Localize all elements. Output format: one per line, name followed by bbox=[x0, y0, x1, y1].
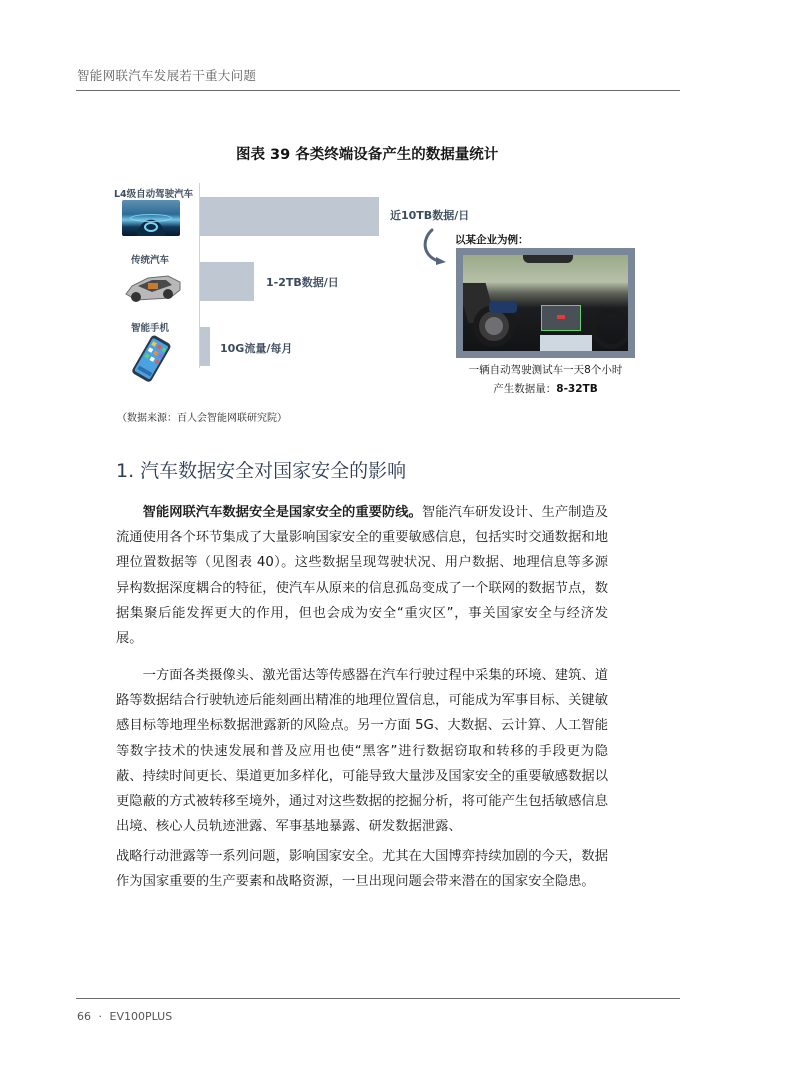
curved-arrow-icon bbox=[420, 227, 460, 269]
publisher-name: EV100PLUS bbox=[109, 1010, 173, 1023]
bar-smartphone bbox=[200, 327, 210, 366]
header-divider bbox=[76, 90, 680, 91]
paragraph-lead-bold: 智能网联汽车数据安全是国家安全的重要防线。 bbox=[142, 505, 422, 520]
example-label: 以某企业为例： bbox=[455, 234, 529, 246]
body-paragraph-2 bbox=[116, 663, 608, 839]
category-label-smartphone: 智能手机 bbox=[130, 323, 169, 334]
paragraph-text: 战略行动泄露等一系列问题，影响国家安全。尤其在大国博弈持续加剧的今天，数据作为国家重要的生产要素和战略资源，一旦出现问题会带来潜在的国家安全隐患。 bbox=[116, 849, 608, 890]
example-caption-prefix: 产生数据量： bbox=[493, 383, 557, 395]
paragraph-text: 一方面各类摄像头、激光雷达等传感器在汽车行驶过程中采集的环境、建筑、道路等数据结合行驶轨迹后能刻画出精准的地理位置信息，可能成为军事目标、关键敏感目标等地理坐标数据泄露新的风险点。另一方面 5G、大数据、云计算、人工智能等数字技术的快速发展和普及应用也使“黑客”进行数据窃取和转移的手段更为隐蔽、持续时间更长、渠道更加多样化，可能导致大量涉及国家安全的重要敏感数据以更隐蔽的方式被转移至境外，通过对这些数据的挖掘分析，将可能产生包括敏感信息出境、核心人员轨迹泄露、军事基地暴露、研发数据泄露、 bbox=[116, 668, 608, 835]
bar-l4 bbox=[200, 197, 379, 236]
bar-traditional bbox=[200, 262, 254, 301]
vehicle-interior-image bbox=[463, 255, 628, 351]
test-vehicle-photo bbox=[456, 248, 635, 358]
example-caption-line2 bbox=[456, 381, 635, 396]
example-caption-line1: 一辆自动驾驶测试车一天8个小时 bbox=[468, 364, 623, 376]
body-paragraph-3 bbox=[116, 844, 608, 894]
footer-separator: · bbox=[98, 1010, 102, 1023]
page-footer bbox=[77, 1010, 172, 1023]
section-heading: 1. 汽车数据安全对国家安全的影响 bbox=[116, 460, 407, 482]
smartphone-image bbox=[126, 334, 174, 384]
example-caption-value: 8-32TB bbox=[556, 383, 598, 395]
running-header-title: 智能网联汽车发展若干重大问题 bbox=[77, 68, 257, 83]
traditional-car-image bbox=[122, 268, 184, 304]
category-label-traditional: 传统汽车 bbox=[130, 255, 169, 266]
bar-value-smartphone: 10G流量/每月 bbox=[220, 342, 293, 355]
figure-title: 图表 39 各类终端设备产生的数据量统计 bbox=[236, 147, 499, 163]
footer-divider bbox=[76, 998, 680, 999]
page-number: 66 bbox=[77, 1010, 91, 1023]
paragraph-text: 智能汽车研发设计、生产制造及流通使用各个环节集成了大量影响国家安全的重要敏感信息，包括实时交通数据和地理位置数据等（见图表 40）。这些数据呈现驾驶状况、用户数据、地理信息等多源异构数据深度耦合的特征，使汽车从原来的信息孤岛变成了一个联网的数据节点，数据集聚后能发挥更大的作用，但也会成为安全“重灾区”，事关国家安全与经济发展。 bbox=[116, 505, 609, 647]
autonomous-car-cockpit-image bbox=[122, 200, 180, 236]
bar-value-l4: 近10TB数据/日 bbox=[390, 209, 470, 222]
body-paragraph-1 bbox=[116, 500, 608, 651]
figure-source-note: （数据来源：百人会智能网联研究院） bbox=[117, 413, 287, 424]
bar-value-traditional: 1-2TB数据/日 bbox=[266, 276, 339, 289]
category-label-l4: L4级自动驾驶汽车 bbox=[114, 189, 194, 200]
